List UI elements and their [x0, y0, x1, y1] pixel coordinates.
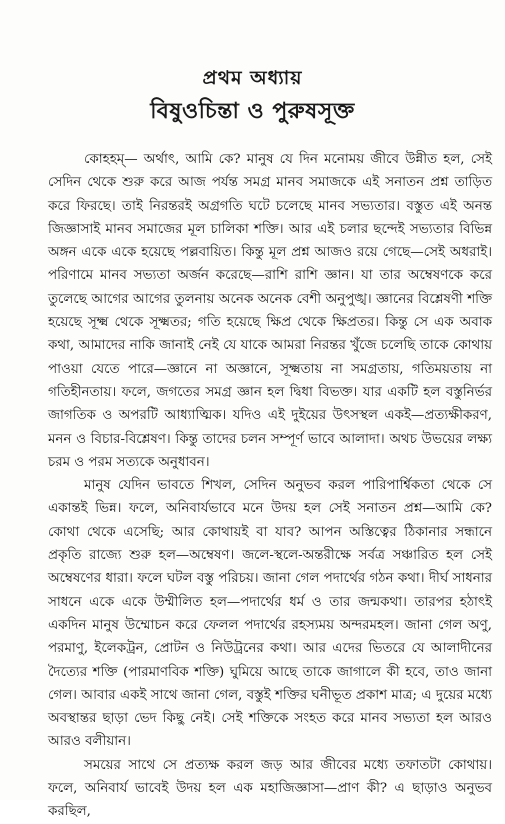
paragraph-1: কোহহম্— অর্থাৎ, আমি কে? মানুষ যে দিন মনোময় জীবে উন্নীত হল, সেই সেদিন থেকে শুরু করে আজ পর্যন্ত সমগ্র মানব সমাজকে এই সনাতন প্রশ্ন তাড়িত করে ফিরছে। তাই নিরন্তরই অগ্রগতি ঘটে চলেছে মানব সভ্যতার। বস্তুত এই অনন্ত জিজ্ঞাসাই মানব সমাজের মূল চালিকা শক্তি। আর এই চলার ছন্দেই সভ্যতার বিভিন্ন অঙ্গন একে একে হয়েছে পল্লবায়িত। কিন্তু মূল প্রশ্ন আজও রয়ে গেছে—সেই অধরাই। পরিণামে মানব সভ্যতা অর্জন করেছে—রাশি রাশি জ্ঞান। যা তার অম্বেষণকে করে তুলেছে আগের আগের তুলনায় অনেক অনেক বেশী অনুপুঙ্খ। জ্ঞানের বিশ্লেষণী শক্তি হয়েছে সূক্ষ্ম থেকে সূক্ষ্মতর; গতি হয়েছে ক্ষিপ্র থেকে ক্ষিপ্রতর। কিন্তু সে এক অবাক কথা, আমাদের নাকি জানাই নেই যে যাকে আমরা নিরন্তর খুঁজে চলেছি তাকে কোথায় পাওয়া যেতে পারে—জ্ঞানে না অজ্ঞানে, সূক্ষ্মতায় না সমগ্রতায়, গতিময়তায় না গতিহীনতায়। ফলে, জগতের সমগ্র জ্ঞান হল দ্বিধা বিভক্ত। যার একটি হল বস্তুনির্ভর জাগতিক ও অপরটি আধ্যাত্মিক। যদিও এই দুইয়ের উৎসস্থল একই—প্রত্যক্ষীকরণ, মনন ও বিচার-বিশ্লেষণ। কিন্তু তাদের চলন সম্পূর্ণ ভাবে আলাদা। অথচ উভয়ের লক্ষ্য চরম ও পরম সত্যকে অনুধাবন।	[48, 152, 492, 470]
chapter-body	[48, 148, 492, 824]
paragraph-2: মানুষ যেদিন ভাবতে শিখল, সেদিন অনুভব করল পারিপার্শ্বিকতা থেকে সে একান্তই ভিন্ন। ফলে, অনিবার্যভাবে মনে উদয় হল সেই সনাতন প্রশ্ন—আমি কে? কোথা থেকে এসেছি; আর কোথায়ই বা যাব? আপন অস্তিত্বের ঠিকানার সন্ধানে প্রকৃতি রাজ্যে শুরু হল—অম্বেষণ। জলে-স্থলে-অন্তরীক্ষে সর্বত্র সঞ্চারিত হল সেই অম্বেষণের ধারা। ফলে ঘটল বস্তু পরিচয়। জানা গেল পদার্থের গঠন কথা। দীর্ঘ সাধনার সাধনে একে একে উম্মীলিত হল—পদার্থের ধর্ম ও তার জন্মকথা। তারপর হঠাৎই একদিন মানুষ উম্মোচন করে ফেলল পদার্থের রহস্যময় অন্দরমহল। জানা গেল অণু, পরমাণু, ইলেকট্রন, প্রোটন ও নিউট্রনের কথা। আর এদের ভিতরে যে আলাদীনের দৈত্যের শক্তি (পারমাণবিক শক্তি) ঘুমিয়ে আছে তাকে জাগালে কী হবে, তাও জানা গেল। আবার একই সাথে জানা গেল, বস্তুই শক্তির ঘনীভূত প্রকাশ মাত্র; এ দুয়ের মধ্যে অবস্থান্তর ছাড়া ভেদ কিছু নেই। সেই শক্তিকে সংহত করে মানব সভ্যতা হল আরও আরও বলীয়ান।	[48, 478, 492, 750]
chapter-title: বিষুওচিন্তা ও পুরুষসূক্ত	[150, 98, 355, 124]
paragraph-3: সময়ের সাথে সে প্রত্যক্ষ করল জড় আর জীবের মধ্যে তফাতটা কোথায়। ফলে, অনিবার্য ভাবেই উদয় হল এক মহাজিজ্ঞাসা—প্রাণ কী? এ ছাড়াও অনুভব করছিল,	[48, 757, 492, 820]
chapter-label: প্রথম অধ্যায়	[202, 67, 303, 89]
